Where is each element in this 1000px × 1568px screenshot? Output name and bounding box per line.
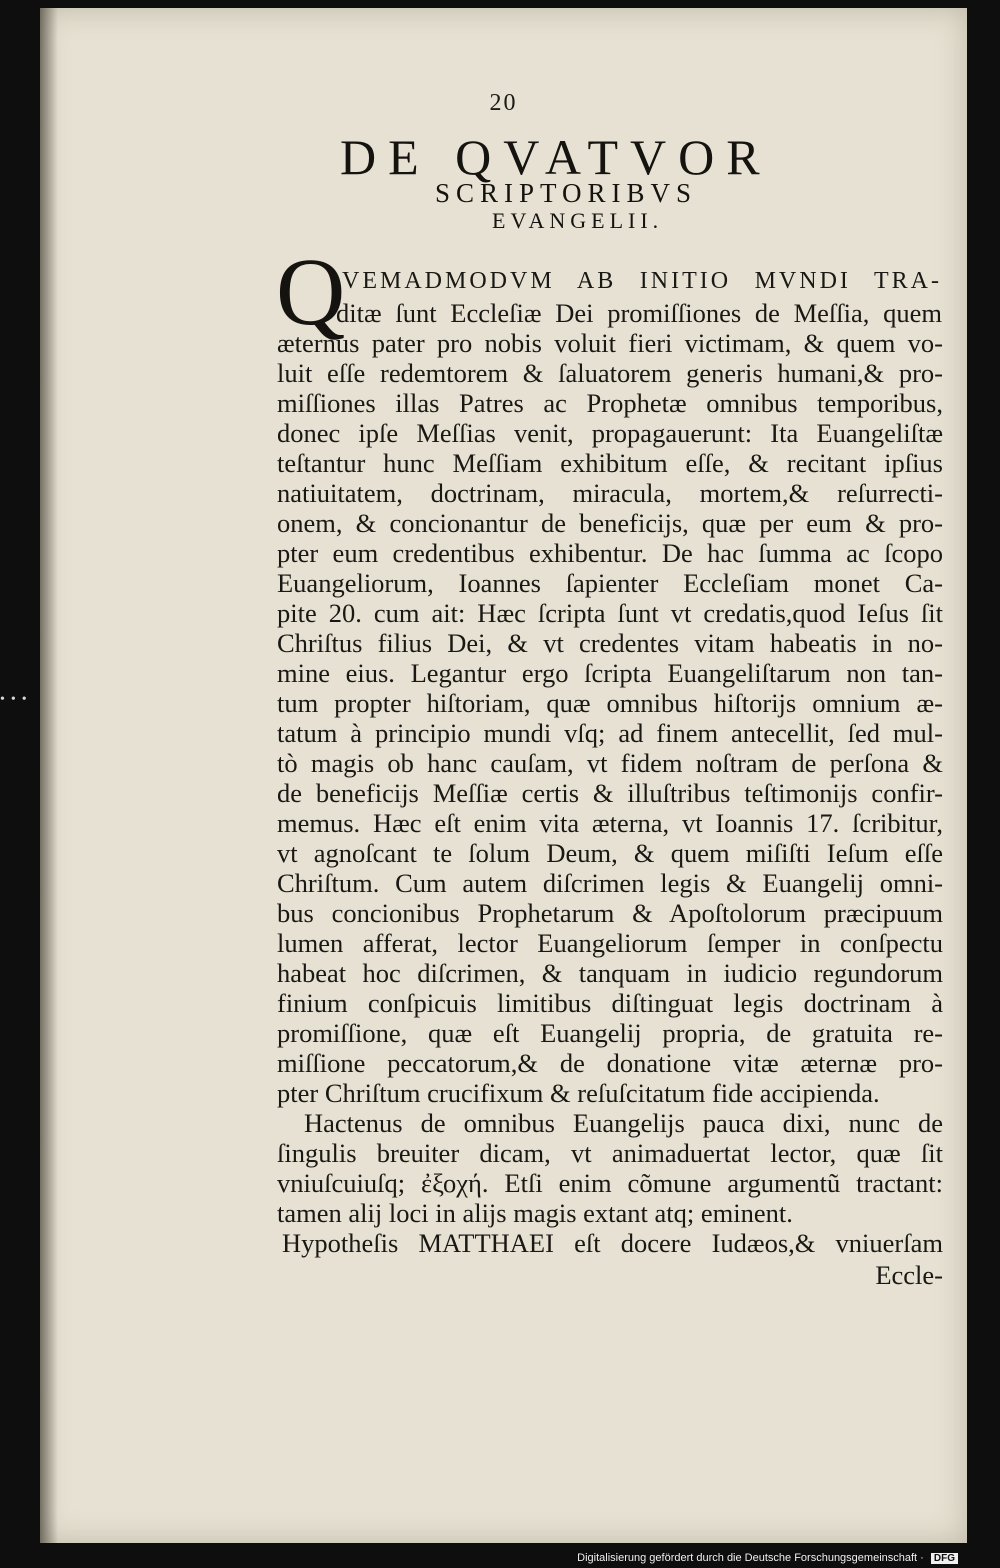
page-spine-shadow bbox=[40, 8, 58, 1543]
text-line: memus. Hæc eſt enim vita æterna, vt Ioannis 17. ſcribitur, bbox=[277, 808, 943, 838]
text-line: finium conſpicuis limitibus diſtinguat legis doctrinam à bbox=[277, 988, 943, 1018]
drop-cap-initial: Q bbox=[276, 238, 346, 345]
text-line: pter Chriſtum crucifixum & reſuſcitatum fide accipienda. bbox=[277, 1078, 880, 1108]
text-line: pite 20. cum ait: Hæc ſcripta ſunt vt credatis,quod Ieſus ſit bbox=[277, 598, 943, 628]
text-line: vniuſcuiuſq; ἐξοχή. Etſi enim cõmune argumentũ tractant: bbox=[277, 1168, 943, 1198]
heading-title-line-2: SCRIPTORIBVS bbox=[435, 178, 698, 208]
text-line: Hypotheſis MATTHAEI eſt docere Iudæos,& vniuerſam bbox=[282, 1228, 943, 1258]
text-line: Chriſtum. Cum autem diſcrimen legis & Euangelij omni- bbox=[277, 868, 943, 898]
catchword: Eccle- bbox=[875, 1260, 943, 1290]
text-line: habeat hoc diſcrimen, & tanquam in iudicio regundorum bbox=[277, 958, 943, 988]
text-line: VEMADMODVM AB INITIO MVNDI TRA- bbox=[342, 268, 942, 294]
heading-title-line-1: DE QVATVOR bbox=[340, 129, 772, 185]
text-line: miſſione peccatorum,& de donatione vitæ æternæ pro- bbox=[277, 1048, 943, 1078]
text-line: tatum à principio mundi vſq; ad finem antecellit, ſed mul- bbox=[277, 718, 943, 748]
dfg-logo: DFG bbox=[931, 1553, 958, 1564]
text-line: æternus pater pro nobis voluit fieri victimam, & quem vo- bbox=[277, 328, 943, 358]
text-line: miſſiones illas Patres ac Prophetæ omnibus temporibus, bbox=[277, 388, 943, 418]
text-line: teſtantur hunc Meſſiam exhibitum eſſe, & recitant ipſius bbox=[277, 448, 943, 478]
text-line: ditæ ſunt Eccleſiæ Dei promiſſiones de Meſſia, quem bbox=[336, 298, 942, 328]
text-line: de beneficijs Meſſiæ certis & illuſtribus teſtimonijs confir- bbox=[277, 778, 943, 808]
digitization-credit bbox=[577, 1552, 958, 1564]
text-line: lumen afferat, lector Euangeliorum ſemper in conſpectu bbox=[277, 928, 943, 958]
text-line: tamen alij loci in alijs magis extant atq; eminent. bbox=[277, 1198, 793, 1228]
text-line: onem, & concionantur de beneficijs, quæ per eum & pro- bbox=[277, 508, 943, 538]
margin-dots-decoration: ••• bbox=[0, 692, 33, 707]
text-line: bus concionibus Prophetarum & Apoſtolorum præcipuum bbox=[277, 898, 943, 928]
text-line: Chriſtus filius Dei, & vt credentes vitam habeatis in no- bbox=[277, 628, 943, 658]
text-line: vt agnoſcant te ſolum Deum, & quem miſiſti Ieſum eſſe bbox=[277, 838, 943, 868]
heading-title-line-3: EVANGELII. bbox=[492, 208, 664, 233]
text-line: natiuitatem, doctrinam, miracula, mortem,& reſurrecti- bbox=[277, 478, 943, 508]
text-line: Euangeliorum, Ioannes ſapienter Eccleſiam monet Ca- bbox=[277, 568, 943, 598]
text-line: tum propter hiſtoriam, quæ omnibus hiſtorijs omnium æ- bbox=[277, 688, 943, 718]
text-line: mine eius. Legantur ergo ſcripta Euangeliſtarum non tan- bbox=[277, 658, 943, 688]
text-line: pter eum credentibus exhibentur. De hac ſumma ac ſcopo bbox=[277, 538, 943, 568]
page-number: 20 bbox=[489, 90, 518, 116]
text-line: Hactenus de omnibus Euangelijs pauca dixi, nunc de bbox=[304, 1108, 943, 1138]
text-line: promiſſione, quæ eſt Euangelij propria, de gratuita re- bbox=[277, 1018, 943, 1048]
text-line: tò magis ob hanc cauſam, vt fidem noſtram de perſona & bbox=[277, 748, 943, 778]
book-page bbox=[40, 8, 967, 1543]
text-line: ſingulis breuiter dicam, vt animaduertat lector, quæ ſit bbox=[277, 1138, 943, 1168]
text-line: luit eſſe redemtorem & ſaluatorem generis humani,& pro- bbox=[277, 358, 943, 388]
text-line: donec ipſe Meſſias venit, propagauerunt: Ita Euangeliſtæ bbox=[277, 418, 943, 448]
credit-text: Digitalisierung gefördert durch die Deutsche Forschungsgemeinschaft · bbox=[577, 1552, 924, 1564]
